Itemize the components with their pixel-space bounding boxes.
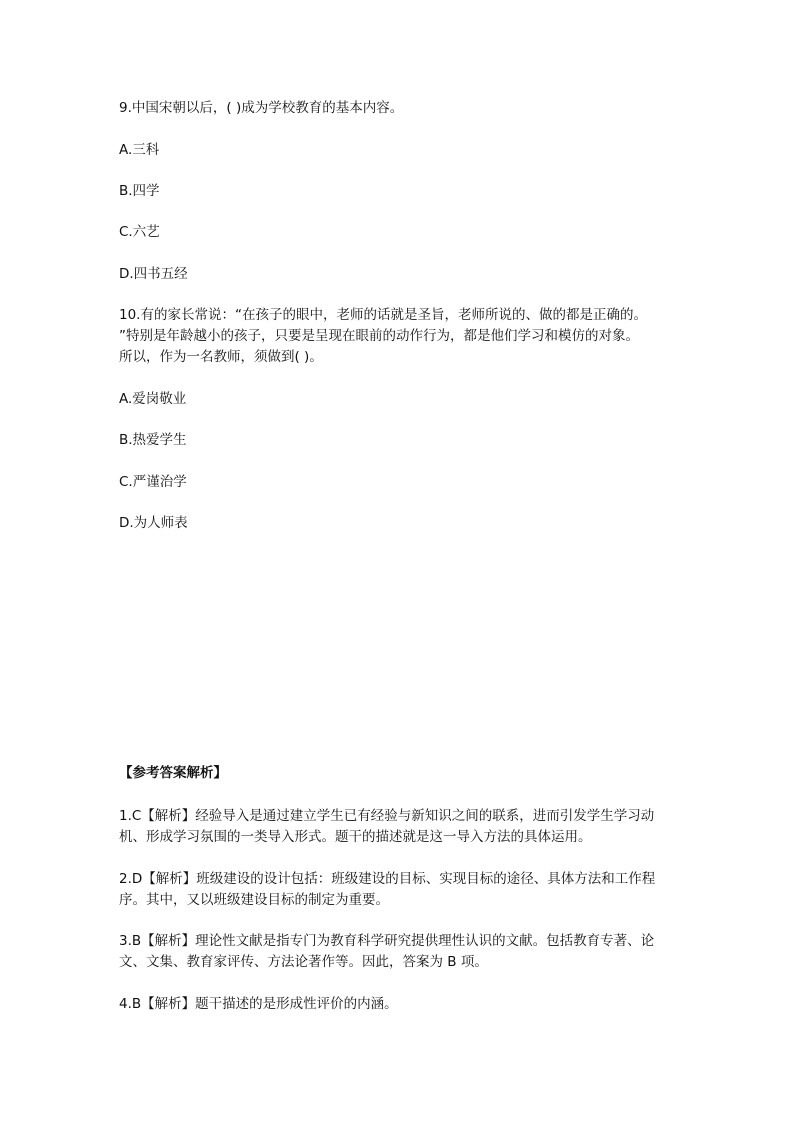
- question-10-stem-line-3: 所以，作为一名教师，须做到( )。: [119, 349, 323, 365]
- answer-item-1-line-1: 1.C【解析】经验导入是通过建立学生已有经验与新知识之间的联系，进而引发学生学习动: [119, 808, 655, 824]
- answer-item-2-line-1: 2.D【解析】班级建设的设计包括：班级建设的目标、实现目标的途径、具体方法和工作程: [119, 871, 656, 887]
- answer-item-3-line-1: 3.B【解析】理论性文献是指专门为教育科学研究提供理性认识的文献。包括教育专著、论: [119, 933, 655, 949]
- answers-heading: 【参考答案解析】: [119, 765, 227, 781]
- answer-item-3: [119, 931, 679, 973]
- question-9-option-c: C.六艺: [119, 224, 160, 240]
- answer-item-1-line-2: 机、形成学习氛围的一类导入形式。题干的描述就是这一导入方法的具体运用。: [119, 829, 592, 845]
- question-10-option-a: A.爱岗敬业: [119, 391, 187, 407]
- answer-item-1: [119, 806, 679, 848]
- answer-item-4-line-1: 4.B【解析】题干描述的是形成性评价的内涵。: [119, 996, 398, 1012]
- answer-item-2-line-2: 序。其中，又以班级建设目标的制定为重要。: [119, 892, 389, 908]
- question-10-option-c: C.严谨治学: [119, 474, 187, 490]
- question-9-option-d: D.四书五经: [119, 266, 188, 282]
- answer-item-3-line-2: 文、文集、教育家评传、方法论著作等。因此，答案为 B 项。: [119, 954, 488, 970]
- question-10-option-d: D.为人师表: [119, 515, 188, 531]
- question-10-stem-line-1: 10.有的家长常说：“在孩子的眼中，老师的话就是圣旨，老师所说的、做的都是正确的。: [119, 307, 647, 323]
- question-9-stem: 9.中国宋朝以后，( )成为学校教育的基本内容。: [119, 100, 404, 116]
- question-10-stem-line-2: ”特别是年龄越小的孩子，只要是呈现在眼前的动作行为，都是他们学习和模仿的对象。: [119, 328, 639, 344]
- answer-item-2: [119, 869, 679, 911]
- question-10-stem: [119, 305, 679, 368]
- answer-item-4: [119, 994, 679, 1015]
- question-9-option-a: A.三科: [119, 142, 160, 158]
- question-10-option-b: B.热爱学生: [119, 432, 187, 448]
- question-9-option-b: B.四学: [119, 183, 160, 199]
